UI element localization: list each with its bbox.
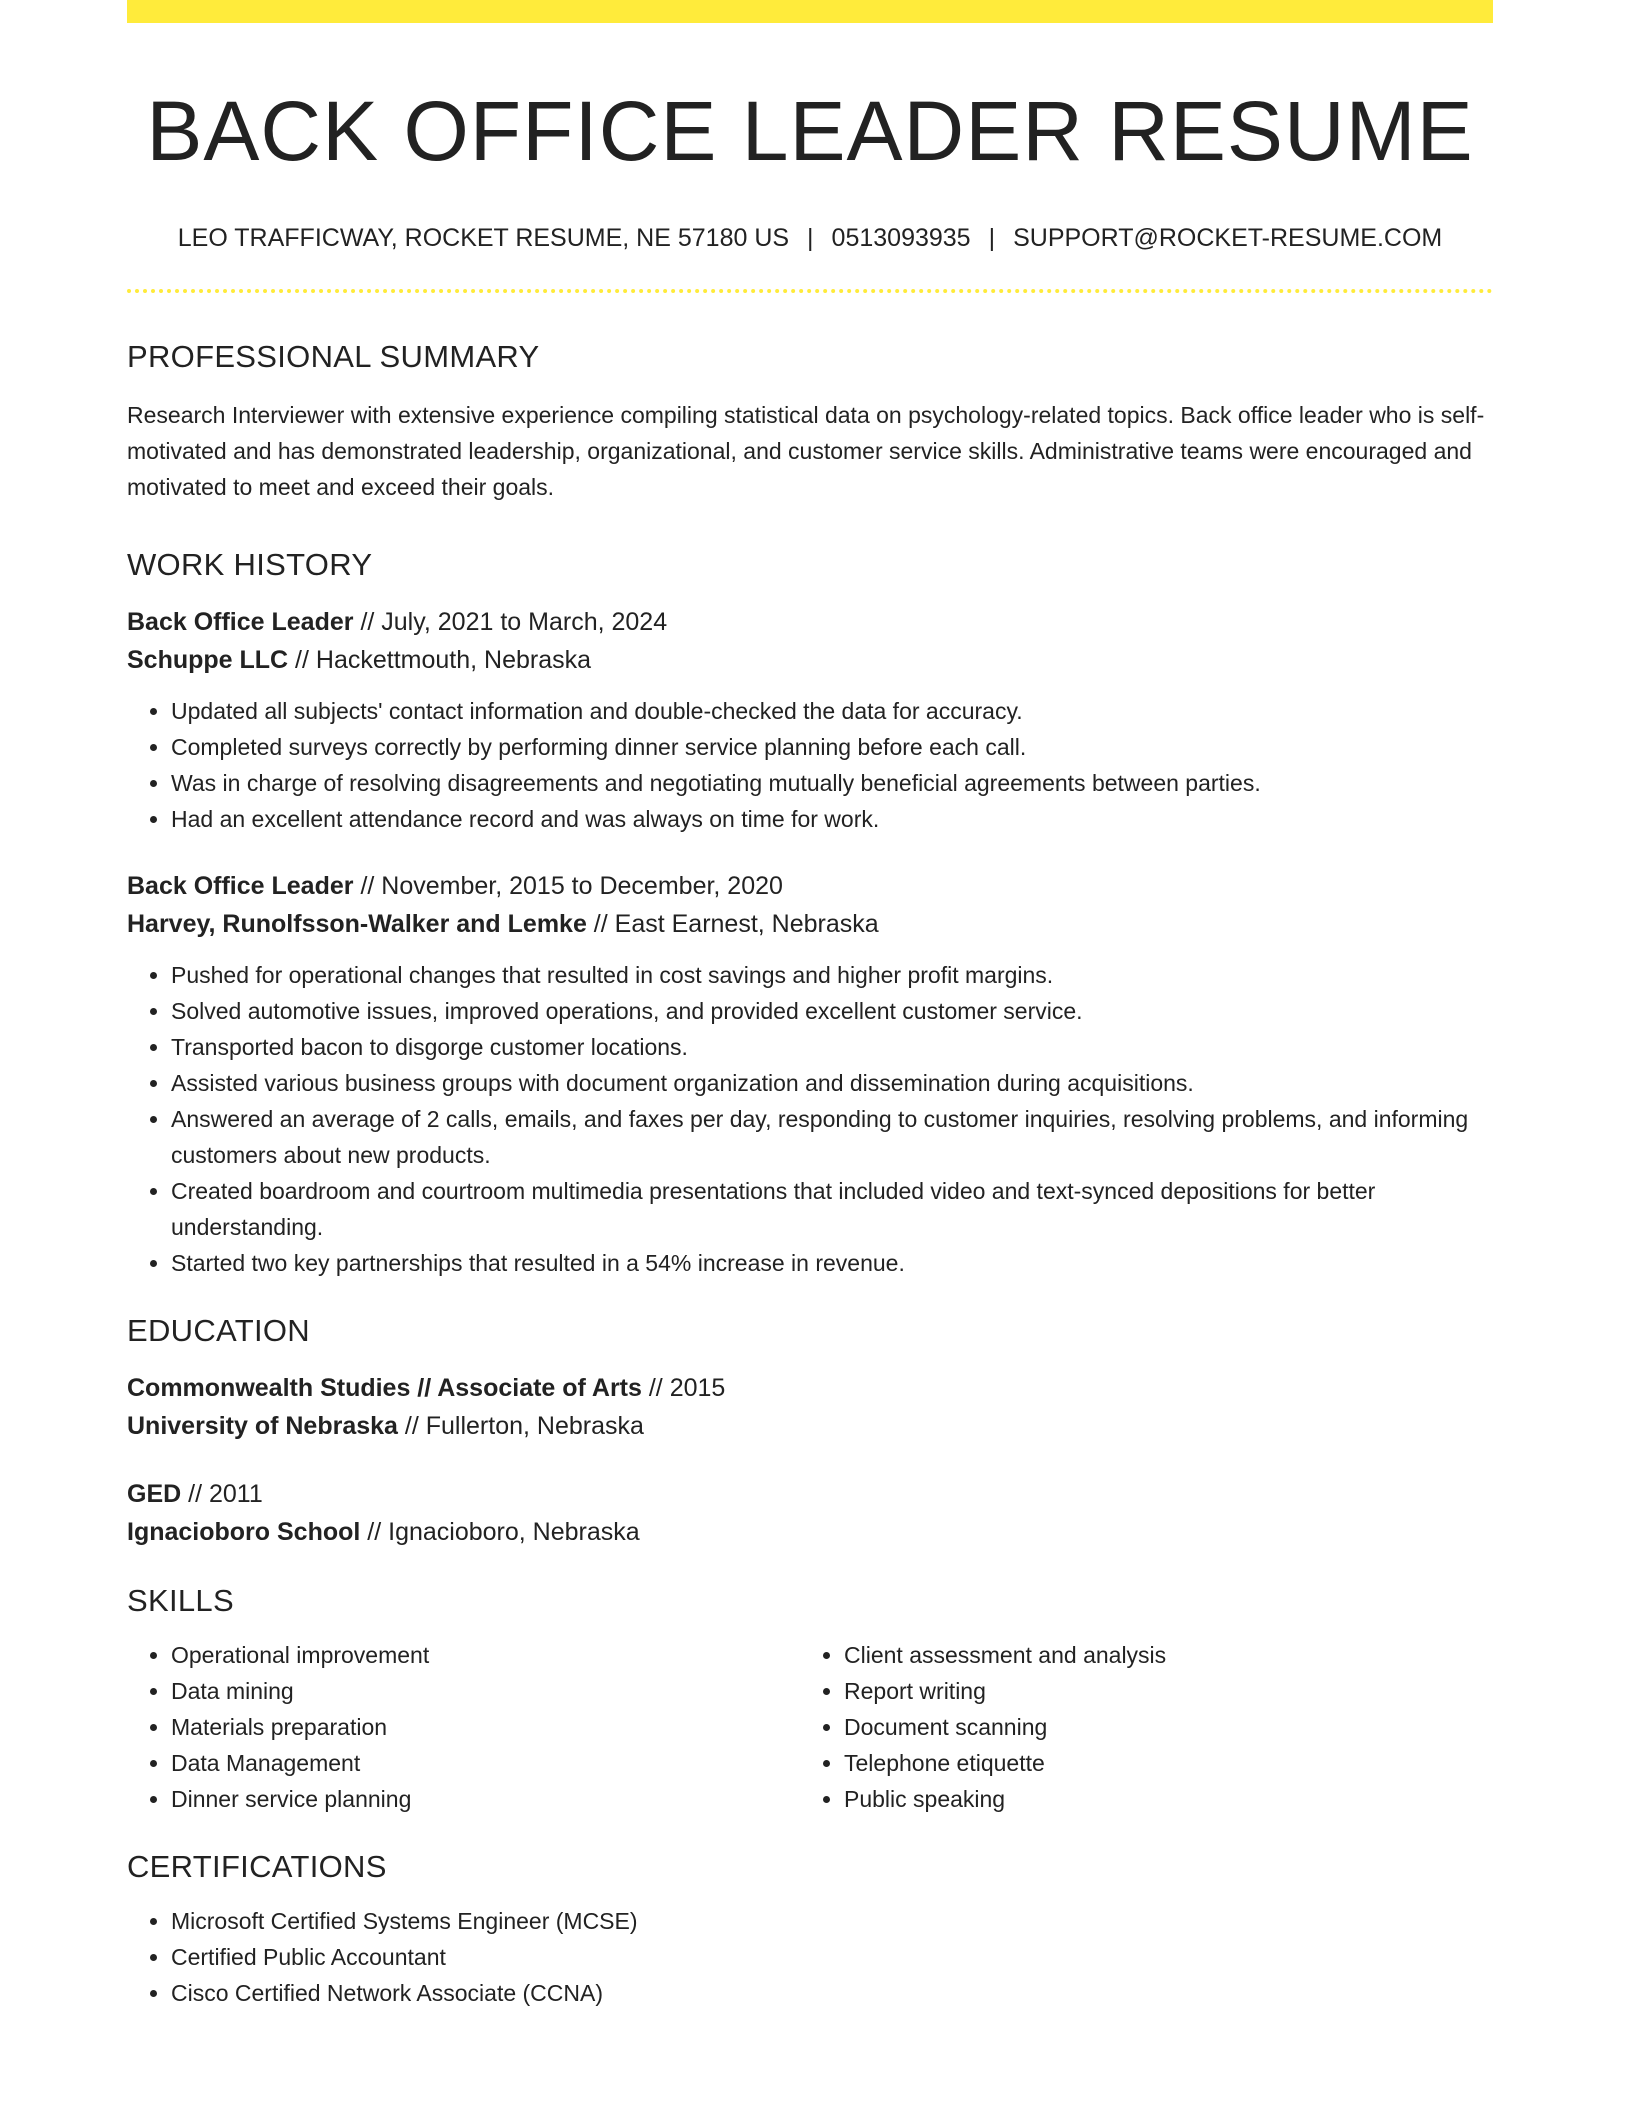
job-bullets (127, 957, 1493, 1281)
skills-list (127, 1637, 800, 1817)
education-location: // Fullerton, Nebraska (397, 1412, 644, 1440)
job-bullet: • Had an excellent attendance record and was always on time for work. (171, 801, 1493, 837)
skills-heading: SKILLS (127, 1583, 234, 1618)
education-degree-line (127, 1475, 1493, 1513)
certifications-heading: CERTIFICATIONS (127, 1849, 387, 1884)
job-company: Schuppe LLC (127, 646, 289, 674)
skill-item: • Materials preparation (171, 1709, 800, 1745)
education-heading: EDUCATION (127, 1313, 310, 1348)
job-bullet: • Started two key partnerships that resulted in a 54% increase in revenue. (171, 1245, 1493, 1281)
skill-item: • Document scanning (844, 1709, 1473, 1745)
skill-item: • Data Management (171, 1745, 800, 1781)
job-dates: // November, 2015 to December, 2020 (353, 872, 783, 900)
job-bullet: • Answered an average of 2 calls, emails, and faxes per day, responding to customer inquiries, resolving problems, and informing customers about new products. (171, 1101, 1493, 1173)
job-bullet: • Created boardroom and courtroom multimedia presentations that included video and text-synced depositions for better understanding. (171, 1173, 1493, 1245)
summary-heading: PROFESSIONAL SUMMARY (127, 339, 540, 374)
resume-title: BACK OFFICE LEADER RESUME (146, 84, 1474, 178)
job-company: Harvey, Runolfsson-Walker and Lemke (127, 910, 587, 938)
education-degree: Commonwealth Studies // Associate of Arts (127, 1374, 642, 1402)
job-bullet: • Solved automotive issues, improved operations, and provided excellent customer service. (171, 993, 1493, 1029)
job-bullet: • Pushed for operational changes that resulted in cost savings and higher profit margins. (171, 957, 1493, 993)
job-bullet: • Assisted various business groups with document organization and dissemination during acquisitions. (171, 1065, 1493, 1101)
education-entry (127, 1369, 1493, 1445)
contact-address: LEO TRAFFICWAY, ROCKET RESUME, NE 57180 US (177, 224, 790, 252)
job-location: // Hackettmouth, Nebraska (288, 646, 592, 674)
job-role: Back Office Leader (127, 872, 354, 900)
job-title-line (127, 603, 1493, 641)
skill-item: • Public speaking (844, 1781, 1473, 1817)
contact-phone: 0513093935 (831, 224, 971, 252)
job-location: // East Earnest, Nebraska (586, 910, 879, 938)
education-school: University of Nebraska (127, 1412, 398, 1440)
certification-item: • Cisco Certified Network Associate (CCNA) (171, 1975, 1493, 2011)
resume-page (127, 0, 1493, 2011)
job-company-line (127, 905, 1493, 943)
work-history-heading: WORK HISTORY (127, 547, 373, 582)
job-bullet: • Was in charge of resolving disagreements and negotiating mutually beneficial agreements between parties. (171, 765, 1493, 801)
education-year: // 2015 (641, 1374, 726, 1402)
skill-item: • Operational improvement (171, 1637, 800, 1673)
accent-top-bar (127, 0, 1493, 23)
job-title-line (127, 867, 1493, 905)
education-location: // Ignacioboro, Nebraska (360, 1518, 640, 1546)
contact-email[interactable]: SUPPORT@ROCKET-RESUME.COM (1013, 224, 1443, 252)
job-entry (127, 867, 1493, 1281)
education-year: // 2011 (181, 1480, 263, 1508)
skills-column-right (800, 1637, 1473, 1817)
skill-item: • Report writing (844, 1673, 1473, 1709)
education-degree: GED (127, 1480, 182, 1508)
certification-item: • Certified Public Accountant (171, 1939, 1493, 1975)
skill-item: • Data mining (171, 1673, 800, 1709)
skill-item: • Client assessment and analysis (844, 1637, 1473, 1673)
education-school-line (127, 1407, 1493, 1445)
education-school-line (127, 1513, 1493, 1551)
contact-separator: | (807, 224, 814, 252)
summary-text: Research Interviewer with extensive experience compiling statistical data on psychology-related topics. Back office leader who is self-motivated and has demonstrated leadership, organizational, and customer service skills. Administrative teams were encouraged and motivated to meet and exceed their goals. (127, 402, 1485, 500)
education-degree-line (127, 1369, 1493, 1407)
job-bullet: • Updated all subjects' contact information and double-checked the data for accuracy. (171, 693, 1493, 729)
job-bullet: • Completed surveys correctly by performing dinner service planning before each call. (171, 729, 1493, 765)
contact-separator: | (988, 224, 996, 252)
job-entry (127, 603, 1493, 837)
dotted-divider (127, 289, 1493, 293)
contact-line (127, 221, 1493, 255)
skills-column-left (127, 1637, 800, 1817)
skills-columns (127, 1637, 1493, 1817)
certifications-list (127, 1903, 1493, 2011)
education-school: Ignacioboro School (127, 1518, 361, 1546)
job-bullets (127, 693, 1493, 837)
job-dates: // July, 2021 to March, 2024 (353, 608, 668, 636)
education-entry (127, 1475, 1493, 1551)
skill-item: • Telephone etiquette (844, 1745, 1473, 1781)
job-bullet: • Transported bacon to disgorge customer locations. (171, 1029, 1493, 1065)
skill-item: • Dinner service planning (171, 1781, 800, 1817)
job-role: Back Office Leader (127, 608, 354, 636)
skills-list (800, 1637, 1473, 1817)
job-company-line (127, 641, 1493, 679)
certification-item: • Microsoft Certified Systems Engineer (MCSE) (171, 1903, 1493, 1939)
